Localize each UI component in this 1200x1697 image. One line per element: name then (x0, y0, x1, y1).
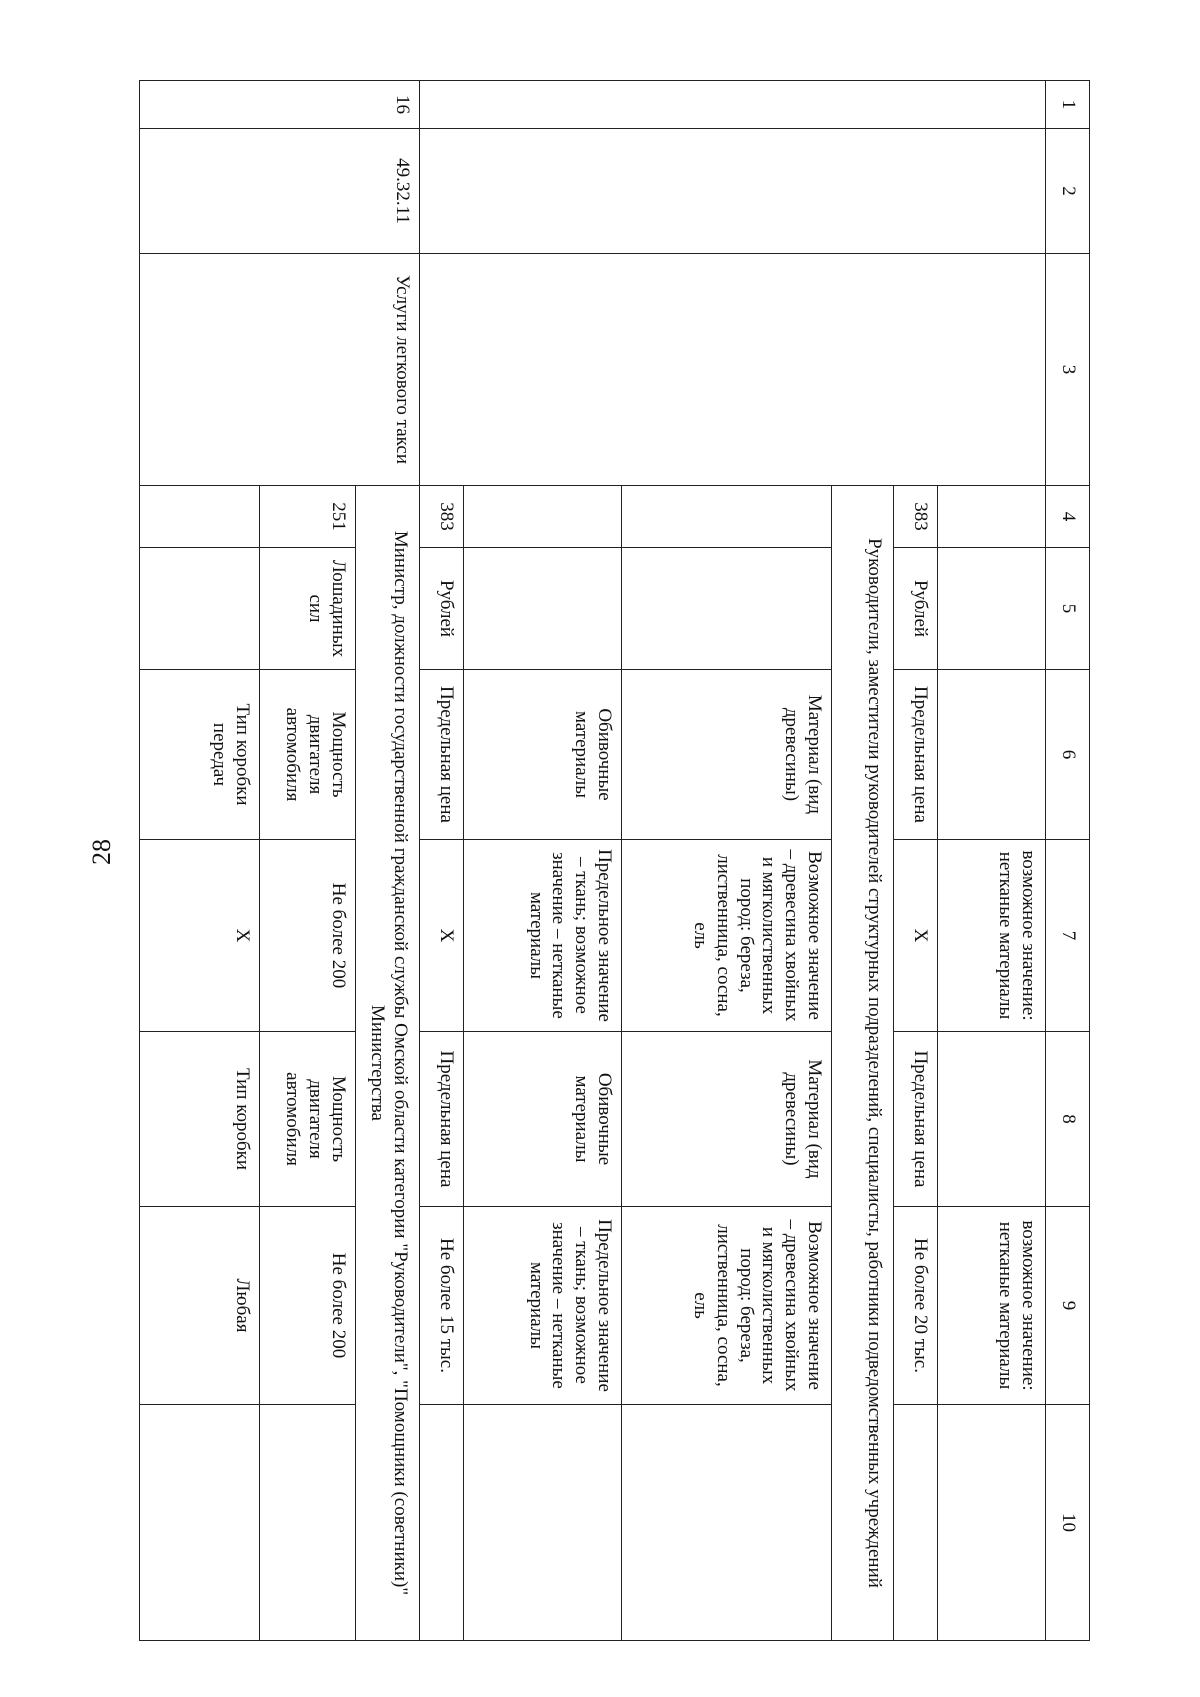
table-cell: возможное значение: нетканые материалы (938, 1207, 1046, 1405)
table-cell: 251 (260, 486, 356, 548)
cell-empty (938, 670, 1046, 840)
row-number: 16 (140, 81, 420, 129)
header-col-4: 4 (1046, 486, 1090, 548)
okpd-code: 49.32.11 (140, 129, 420, 254)
table-cell: Предельная цена (420, 670, 464, 840)
cell-empty (464, 548, 622, 670)
table-cell: Тип коробки передач (140, 670, 260, 840)
table-cell: Обивочные материалы (464, 670, 622, 840)
cell-empty (420, 254, 1046, 486)
cell-empty (420, 1405, 464, 1641)
category-header: Руководители, заместители руководителей структурных подразделений, специалисты, работники подведомственных учреждений (832, 486, 894, 1641)
cell-empty (140, 486, 260, 548)
table-cell: Предельная цена (420, 1032, 464, 1207)
table-cell: Мощность двигателя автомобиля (260, 670, 356, 840)
header-col-2: 2 (1046, 129, 1090, 254)
table-cell: Предельная цена (894, 670, 938, 840)
header-row (1046, 81, 1090, 1641)
cell-empty (622, 486, 832, 548)
table-cell: Обивочные материалы (464, 1032, 622, 1207)
table-cell: Мощность двигателя автомобиля (260, 1032, 356, 1207)
table-cell: возможное значение: нетканые материалы (938, 840, 1046, 1032)
cell-empty (938, 548, 1046, 670)
cell-empty (260, 1405, 356, 1641)
table-cell: Не более 20 тыс. (894, 1207, 938, 1405)
table-row (938, 81, 1046, 1641)
specification-table-wrapper (140, 80, 1090, 1640)
cell-empty (938, 486, 1046, 548)
table-cell: X (140, 840, 260, 1032)
cell-empty (464, 486, 622, 548)
cell-empty (894, 1405, 938, 1641)
table-cell: Тип коробки (140, 1032, 260, 1207)
table-cell: Лошадиных сил (260, 548, 356, 670)
table-row (356, 81, 420, 1641)
cell-empty (622, 548, 832, 670)
cell-empty (420, 129, 1046, 254)
table-cell: X (420, 840, 464, 1032)
table-cell: 383 (420, 486, 464, 548)
header-col-8: 8 (1046, 1032, 1090, 1207)
header-col-3: 3 (1046, 254, 1090, 486)
page-number: 28 (87, 839, 116, 865)
table-cell: Возможное значение – древесина хвойных и мягколиственных пород: береза, лиственница, сосна, ель (622, 840, 832, 1032)
table-cell: Рублей (420, 548, 464, 670)
header-col-9: 9 (1046, 1207, 1090, 1405)
header-col-7: 7 (1046, 840, 1090, 1032)
cell-empty (938, 1405, 1046, 1641)
table-cell: Материал (вид древесины) (622, 1032, 832, 1207)
cell-empty (464, 1405, 622, 1641)
header-col-5: 5 (1046, 548, 1090, 670)
header-col-10: 10 (1046, 1405, 1090, 1641)
item-name: Услуги легкового такси (140, 254, 420, 486)
cell-empty (938, 1032, 1046, 1207)
specification-table (139, 80, 1090, 1641)
header-col-1: 1 (1046, 81, 1090, 129)
table-cell: Предельная цена (894, 1032, 938, 1207)
table-cell: Не более 200 (260, 840, 356, 1032)
table-cell: X (894, 840, 938, 1032)
cell-empty (140, 1405, 260, 1641)
cell-empty (140, 548, 260, 670)
header-col-6: 6 (1046, 670, 1090, 840)
table-cell: Материал (вид древесины) (622, 670, 832, 840)
category-header: Министр, должности государственной гражданской службы Омской области категории "Руководители", "Помощники (советники)" Министерства (356, 486, 420, 1641)
cell-empty (420, 81, 1046, 129)
table-cell: Предельное значение – ткань; возможное значение – нетканые материалы (464, 840, 622, 1032)
table-cell: 383 (894, 486, 938, 548)
table-cell: Рублей (894, 548, 938, 670)
table-cell: Не более 15 тыс. (420, 1207, 464, 1405)
table-cell: Предельное значение – ткань; возможное значение – нетканые материалы (464, 1207, 622, 1405)
table-cell: Возможное значение – древесина хвойных и мягколиственных пород: береза, лиственница, сосна, ель (622, 1207, 832, 1405)
table-cell: Не более 200 (260, 1207, 356, 1405)
table-cell: Любая (140, 1207, 260, 1405)
cell-empty (622, 1405, 832, 1641)
